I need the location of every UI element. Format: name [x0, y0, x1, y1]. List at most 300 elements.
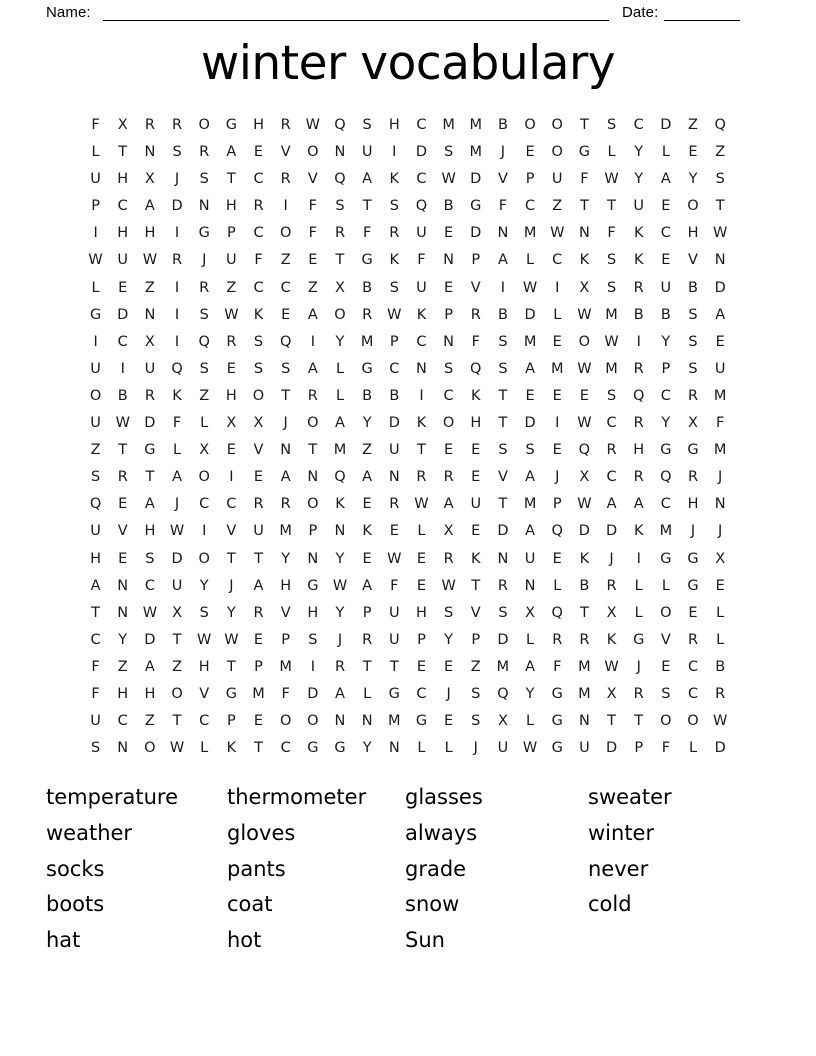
- grid-letter[interactable]: W: [88, 252, 103, 269]
- word-list-item[interactable]: winter: [588, 820, 655, 845]
- grid-letter[interactable]: A: [144, 496, 155, 513]
- grid-letter[interactable]: S: [281, 360, 291, 377]
- grid-letter[interactable]: B: [497, 117, 508, 133]
- grid-letter[interactable]: N: [307, 469, 319, 486]
- grid-letter[interactable]: S: [498, 333, 508, 350]
- grid-letter[interactable]: A: [335, 415, 345, 432]
- grid-letter[interactable]: Y: [362, 415, 372, 432]
- grid-letter[interactable]: K: [633, 252, 644, 269]
- word-list-item[interactable]: grade: [405, 856, 467, 881]
- grid-letter[interactable]: Y: [444, 631, 454, 648]
- grid-letter[interactable]: S: [606, 279, 617, 296]
- grid-letter[interactable]: Q: [660, 469, 672, 486]
- grid-letter[interactable]: E: [661, 658, 671, 675]
- grid-letter[interactable]: N: [443, 333, 455, 350]
- grid-letter[interactable]: C: [253, 171, 264, 188]
- grid-letter[interactable]: I: [174, 306, 180, 323]
- grid-letter[interactable]: A: [362, 171, 373, 188]
- grid-letter[interactable]: O: [334, 306, 346, 323]
- grid-letter[interactable]: C: [117, 713, 128, 730]
- grid-letter[interactable]: H: [117, 685, 129, 702]
- grid-letter[interactable]: X: [144, 333, 155, 350]
- grid-letter[interactable]: G: [198, 225, 210, 242]
- grid-letter[interactable]: J: [718, 523, 723, 540]
- grid-letter[interactable]: D: [714, 740, 726, 757]
- grid-letter[interactable]: I: [283, 198, 288, 215]
- grid-letter[interactable]: S: [498, 360, 508, 377]
- grid-letter[interactable]: J: [473, 740, 478, 757]
- grid-letter[interactable]: Z: [470, 658, 481, 675]
- grid-letter[interactable]: K: [579, 550, 590, 567]
- grid-letter[interactable]: R: [253, 496, 264, 513]
- grid-letter[interactable]: V: [660, 631, 671, 648]
- grid-letter[interactable]: F: [580, 171, 589, 188]
- grid-letter[interactable]: I: [310, 658, 315, 675]
- grid-letter[interactable]: O: [198, 117, 210, 133]
- grid-letter[interactable]: C: [117, 198, 128, 215]
- grid-letter[interactable]: K: [172, 387, 182, 404]
- grid-letter[interactable]: Q: [171, 360, 183, 377]
- grid-letter[interactable]: B: [688, 279, 698, 296]
- grid-letter[interactable]: A: [606, 496, 617, 513]
- grid-letter[interactable]: T: [634, 713, 644, 730]
- grid-letter[interactable]: U: [361, 144, 373, 161]
- grid-letter[interactable]: Y: [525, 685, 535, 702]
- word-list-item[interactable]: weather: [46, 820, 133, 845]
- grid-letter[interactable]: N: [144, 144, 156, 161]
- grid-letter[interactable]: K: [362, 523, 372, 540]
- grid-letter[interactable]: R: [633, 685, 644, 702]
- word-list-item[interactable]: pants: [227, 856, 286, 881]
- grid-letter[interactable]: S: [498, 604, 508, 621]
- grid-letter[interactable]: A: [715, 306, 726, 323]
- grid-letter[interactable]: A: [253, 577, 264, 594]
- grid-letter[interactable]: W: [577, 306, 592, 323]
- grid-letter[interactable]: R: [715, 685, 726, 702]
- grid-letter[interactable]: L: [526, 713, 535, 730]
- grid-letter[interactable]: G: [361, 252, 373, 269]
- grid-letter[interactable]: C: [552, 252, 563, 269]
- grid-letter[interactable]: K: [389, 252, 400, 269]
- word-list-item[interactable]: boots: [46, 892, 105, 917]
- grid-letter[interactable]: O: [307, 713, 319, 730]
- grid-letter[interactable]: N: [388, 740, 400, 757]
- grid-letter[interactable]: R: [334, 658, 346, 675]
- grid-letter[interactable]: R: [172, 252, 183, 269]
- grid-letter[interactable]: P: [444, 306, 453, 323]
- grid-letter[interactable]: W: [577, 415, 592, 432]
- grid-letter[interactable]: E: [471, 469, 481, 486]
- grid-letter[interactable]: E: [525, 144, 535, 161]
- grid-letter[interactable]: O: [89, 387, 102, 404]
- grid-letter[interactable]: I: [392, 144, 397, 161]
- grid-letter[interactable]: R: [117, 469, 128, 486]
- grid-letter[interactable]: L: [526, 631, 535, 648]
- grid-letter[interactable]: R: [144, 117, 155, 133]
- grid-letter[interactable]: N: [388, 469, 400, 486]
- grid-letter[interactable]: J: [337, 631, 343, 648]
- grid-letter[interactable]: H: [144, 225, 156, 242]
- grid-letter[interactable]: H: [253, 117, 264, 133]
- grid-letter[interactable]: H: [307, 604, 319, 621]
- grid-letter[interactable]: F: [254, 252, 263, 269]
- word-list-item[interactable]: sweater: [588, 785, 672, 809]
- grid-letter[interactable]: P: [308, 523, 318, 540]
- grid-letter[interactable]: A: [172, 469, 182, 486]
- grid-letter[interactable]: D: [524, 415, 536, 432]
- grid-letter[interactable]: D: [470, 171, 482, 188]
- grid-letter[interactable]: G: [334, 740, 346, 757]
- grid-letter[interactable]: O: [578, 333, 591, 350]
- grid-letter[interactable]: Y: [335, 333, 345, 350]
- grid-letter[interactable]: R: [579, 631, 590, 648]
- grid-letter[interactable]: V: [280, 144, 291, 161]
- grid-letter[interactable]: E: [552, 442, 562, 459]
- grid-letter[interactable]: R: [172, 117, 183, 133]
- grid-letter[interactable]: X: [443, 523, 454, 540]
- grid-letter[interactable]: K: [633, 523, 644, 540]
- grid-letter[interactable]: Y: [335, 550, 345, 567]
- grid-letter[interactable]: B: [389, 387, 400, 404]
- grid-letter[interactable]: B: [362, 279, 373, 296]
- grid-letter[interactable]: F: [607, 225, 616, 242]
- grid-letter[interactable]: D: [660, 117, 672, 133]
- grid-letter[interactable]: L: [716, 631, 725, 648]
- grid-letter[interactable]: N: [714, 252, 726, 269]
- grid-letter[interactable]: X: [497, 713, 508, 730]
- word-list-item[interactable]: glasses: [405, 785, 483, 809]
- grid-letter[interactable]: M: [659, 523, 673, 540]
- word-list-item[interactable]: snow: [405, 892, 460, 917]
- grid-letter[interactable]: S: [199, 306, 209, 323]
- grid-letter[interactable]: X: [579, 279, 590, 296]
- grid-letter[interactable]: U: [90, 171, 101, 188]
- date-fill-in-line[interactable]: [664, 20, 740, 21]
- grid-letter[interactable]: U: [714, 360, 726, 377]
- grid-letter[interactable]: H: [470, 415, 482, 432]
- grid-letter[interactable]: G: [660, 550, 672, 567]
- grid-letter[interactable]: Z: [117, 658, 128, 675]
- grid-letter[interactable]: U: [551, 171, 563, 188]
- grid-letter[interactable]: V: [280, 604, 291, 621]
- grid-letter[interactable]: U: [388, 442, 400, 459]
- grid-letter[interactable]: O: [198, 550, 210, 567]
- grid-letter[interactable]: L: [607, 144, 616, 161]
- grid-letter[interactable]: I: [229, 469, 234, 486]
- grid-letter[interactable]: Q: [334, 469, 346, 486]
- grid-letter[interactable]: Q: [551, 604, 563, 621]
- grid-letter[interactable]: G: [307, 577, 319, 594]
- grid-letter[interactable]: P: [471, 252, 481, 269]
- grid-letter[interactable]: Z: [144, 713, 155, 730]
- grid-letter[interactable]: E: [715, 333, 725, 350]
- grid-letter[interactable]: E: [308, 252, 318, 269]
- grid-letter[interactable]: H: [225, 198, 237, 215]
- grid-letter[interactable]: D: [578, 523, 590, 540]
- grid-letter[interactable]: L: [661, 144, 670, 161]
- grid-letter[interactable]: F: [716, 415, 725, 432]
- grid-letter[interactable]: W: [305, 117, 320, 133]
- grid-letter[interactable]: L: [417, 523, 426, 540]
- grid-letter[interactable]: S: [444, 604, 454, 621]
- name-fill-in-line[interactable]: [103, 20, 609, 21]
- grid-letter[interactable]: J: [500, 144, 506, 161]
- word-list-item[interactable]: never: [588, 856, 649, 881]
- grid-letter[interactable]: O: [279, 713, 292, 730]
- grid-letter[interactable]: C: [90, 631, 101, 648]
- grid-letter[interactable]: A: [525, 469, 536, 486]
- grid-letter[interactable]: D: [497, 631, 509, 648]
- grid-letter[interactable]: K: [579, 252, 590, 269]
- grid-letter[interactable]: O: [307, 415, 319, 432]
- grid-letter[interactable]: H: [225, 387, 237, 404]
- grid-letter[interactable]: A: [362, 577, 373, 594]
- grid-letter[interactable]: R: [362, 306, 373, 323]
- grid-letter[interactable]: P: [634, 740, 644, 757]
- grid-letter[interactable]: Z: [715, 144, 726, 161]
- grid-letter[interactable]: S: [90, 740, 101, 757]
- grid-letter[interactable]: S: [471, 685, 481, 702]
- grid-letter[interactable]: S: [199, 360, 209, 377]
- grid-letter[interactable]: L: [417, 740, 426, 757]
- grid-letter[interactable]: X: [226, 415, 237, 432]
- grid-letter[interactable]: B: [633, 306, 644, 323]
- grid-letter[interactable]: J: [555, 469, 560, 486]
- grid-letter[interactable]: T: [118, 442, 128, 459]
- grid-letter[interactable]: H: [198, 658, 210, 675]
- grid-letter[interactable]: D: [117, 306, 129, 323]
- grid-letter[interactable]: R: [226, 333, 237, 350]
- grid-letter[interactable]: T: [389, 658, 399, 675]
- grid-letter[interactable]: Q: [279, 333, 292, 350]
- grid-letter[interactable]: J: [229, 577, 234, 594]
- grid-letter[interactable]: V: [470, 604, 481, 621]
- grid-letter[interactable]: S: [253, 333, 264, 350]
- grid-letter[interactable]: E: [416, 550, 427, 567]
- grid-letter[interactable]: Y: [634, 171, 644, 188]
- grid-letter[interactable]: W: [197, 631, 212, 648]
- grid-letter[interactable]: H: [144, 685, 156, 702]
- grid-letter[interactable]: E: [253, 631, 264, 648]
- grid-letter[interactable]: R: [334, 225, 346, 242]
- grid-letter[interactable]: N: [144, 306, 156, 323]
- grid-letter[interactable]: X: [199, 442, 210, 459]
- grid-letter[interactable]: R: [633, 360, 644, 377]
- grid-letter[interactable]: T: [226, 658, 236, 675]
- grid-letter[interactable]: V: [688, 252, 698, 269]
- grid-letter[interactable]: M: [333, 442, 347, 459]
- grid-letter[interactable]: F: [172, 415, 182, 432]
- grid-letter[interactable]: S: [389, 198, 399, 215]
- grid-letter[interactable]: T: [172, 631, 182, 648]
- grid-letter[interactable]: V: [497, 171, 508, 188]
- grid-letter[interactable]: G: [578, 144, 591, 161]
- grid-letter[interactable]: M: [469, 117, 483, 133]
- grid-letter[interactable]: F: [498, 198, 508, 215]
- grid-letter[interactable]: E: [281, 306, 291, 323]
- grid-letter[interactable]: U: [171, 577, 183, 594]
- word-list-item[interactable]: hat: [46, 928, 81, 953]
- grid-letter[interactable]: E: [226, 442, 236, 459]
- grid-letter[interactable]: C: [416, 333, 427, 350]
- grid-letter[interactable]: R: [633, 415, 644, 432]
- word-list-item[interactable]: gloves: [227, 820, 296, 845]
- grid-letter[interactable]: C: [253, 225, 264, 242]
- grid-letter[interactable]: I: [555, 415, 560, 432]
- grid-letter[interactable]: Y: [226, 604, 236, 621]
- grid-letter[interactable]: I: [310, 333, 315, 350]
- grid-letter[interactable]: M: [523, 496, 537, 513]
- grid-letter[interactable]: B: [443, 198, 454, 215]
- grid-letter[interactable]: E: [688, 144, 698, 161]
- grid-letter[interactable]: O: [307, 144, 319, 161]
- grid-letter[interactable]: H: [687, 225, 699, 242]
- grid-letter[interactable]: Y: [199, 577, 209, 594]
- grid-letter[interactable]: Q: [578, 442, 591, 459]
- grid-letter[interactable]: W: [713, 225, 728, 242]
- grid-letter[interactable]: T: [254, 740, 263, 757]
- grid-letter[interactable]: T: [145, 469, 155, 486]
- grid-letter[interactable]: J: [446, 685, 451, 702]
- grid-letter[interactable]: K: [253, 306, 264, 323]
- grid-letter[interactable]: W: [522, 279, 538, 296]
- grid-letter[interactable]: C: [660, 225, 671, 242]
- grid-letter[interactable]: C: [280, 740, 291, 757]
- grid-letter[interactable]: S: [715, 171, 725, 188]
- grid-letter[interactable]: H: [388, 117, 400, 133]
- grid-letter[interactable]: W: [604, 171, 619, 188]
- grid-letter[interactable]: S: [688, 333, 698, 350]
- grid-letter[interactable]: I: [93, 225, 98, 242]
- grid-letter[interactable]: R: [443, 550, 454, 567]
- grid-letter[interactable]: L: [91, 144, 100, 161]
- grid-letter[interactable]: S: [525, 442, 535, 459]
- grid-letter[interactable]: L: [716, 604, 725, 621]
- grid-letter[interactable]: R: [443, 469, 454, 486]
- grid-letter[interactable]: Z: [144, 279, 155, 296]
- grid-letter[interactable]: H: [280, 577, 292, 594]
- grid-letter[interactable]: R: [199, 144, 210, 161]
- grid-letter[interactable]: P: [91, 198, 100, 215]
- grid-letter[interactable]: R: [687, 631, 699, 648]
- grid-letter[interactable]: Q: [497, 685, 509, 702]
- grid-letter[interactable]: U: [117, 252, 129, 269]
- grid-letter[interactable]: G: [470, 198, 482, 215]
- grid-letter[interactable]: X: [525, 604, 536, 621]
- grid-letter[interactable]: U: [90, 415, 101, 432]
- grid-letter[interactable]: L: [173, 442, 182, 459]
- grid-letter[interactable]: K: [633, 225, 644, 242]
- grid-letter[interactable]: C: [687, 658, 699, 675]
- grid-letter[interactable]: F: [553, 658, 562, 675]
- grid-letter[interactable]: R: [280, 171, 291, 188]
- grid-letter[interactable]: S: [471, 713, 481, 730]
- grid-letter[interactable]: O: [252, 387, 265, 404]
- grid-letter[interactable]: Y: [118, 631, 128, 648]
- grid-letter[interactable]: C: [280, 279, 291, 296]
- grid-letter[interactable]: I: [202, 523, 207, 540]
- grid-letter[interactable]: N: [334, 523, 346, 540]
- grid-letter[interactable]: O: [551, 144, 563, 161]
- grid-letter[interactable]: F: [91, 658, 100, 675]
- grid-letter[interactable]: E: [444, 713, 454, 730]
- grid-letter[interactable]: H: [144, 523, 156, 540]
- grid-letter[interactable]: U: [660, 279, 672, 296]
- grid-letter[interactable]: M: [578, 658, 591, 675]
- grid-letter[interactable]: C: [144, 577, 155, 594]
- grid-letter[interactable]: Z: [688, 117, 698, 133]
- grid-letter[interactable]: E: [552, 333, 562, 350]
- grid-letter[interactable]: U: [388, 631, 400, 648]
- grid-letter[interactable]: X: [335, 279, 345, 296]
- grid-letter[interactable]: X: [117, 117, 128, 133]
- grid-letter[interactable]: M: [713, 442, 727, 459]
- grid-letter[interactable]: S: [253, 360, 264, 377]
- grid-letter[interactable]: U: [253, 523, 264, 540]
- grid-letter[interactable]: B: [362, 387, 373, 404]
- grid-letter[interactable]: N: [497, 225, 509, 242]
- grid-letter[interactable]: W: [169, 740, 185, 757]
- grid-letter[interactable]: Z: [199, 387, 210, 404]
- grid-letter[interactable]: Y: [634, 144, 644, 161]
- grid-letter[interactable]: Y: [661, 415, 671, 432]
- grid-letter[interactable]: I: [419, 387, 424, 404]
- grid-letter[interactable]: H: [633, 442, 645, 459]
- grid-letter[interactable]: X: [688, 415, 698, 432]
- grid-letter[interactable]: R: [307, 387, 318, 404]
- grid-letter[interactable]: A: [362, 469, 373, 486]
- grid-letter[interactable]: I: [120, 360, 125, 377]
- grid-letter[interactable]: U: [416, 279, 427, 296]
- grid-letter[interactable]: B: [660, 306, 671, 323]
- grid-letter[interactable]: E: [118, 550, 128, 567]
- grid-letter[interactable]: C: [199, 496, 210, 513]
- grid-letter[interactable]: O: [660, 604, 672, 621]
- grid-letter[interactable]: Q: [632, 387, 645, 404]
- grid-letter[interactable]: W: [577, 496, 592, 513]
- grid-letter[interactable]: Q: [714, 117, 726, 133]
- grid-letter[interactable]: U: [90, 523, 101, 540]
- grid-letter[interactable]: O: [144, 740, 156, 757]
- grid-letter[interactable]: P: [661, 360, 671, 377]
- grid-letter[interactable]: R: [416, 469, 427, 486]
- grid-letter[interactable]: M: [713, 387, 727, 404]
- grid-letter[interactable]: X: [715, 550, 726, 567]
- grid-letter[interactable]: S: [145, 550, 155, 567]
- grid-letter[interactable]: O: [442, 415, 455, 432]
- grid-letter[interactable]: T: [226, 550, 236, 567]
- grid-letter[interactable]: T: [579, 198, 589, 215]
- grid-letter[interactable]: A: [90, 577, 101, 594]
- grid-letter[interactable]: E: [688, 604, 698, 621]
- grid-letter[interactable]: E: [661, 198, 671, 215]
- grid-letter[interactable]: W: [224, 631, 239, 648]
- grid-letter[interactable]: P: [471, 631, 481, 648]
- grid-letter[interactable]: V: [470, 279, 481, 296]
- grid-letter[interactable]: N: [117, 577, 129, 594]
- grid-letter[interactable]: X: [579, 469, 590, 486]
- grid-letter[interactable]: X: [606, 685, 617, 702]
- grid-letter[interactable]: L: [688, 740, 698, 757]
- grid-letter[interactable]: E: [661, 252, 671, 269]
- grid-letter[interactable]: A: [525, 360, 536, 377]
- grid-letter[interactable]: Y: [362, 740, 372, 757]
- grid-letter[interactable]: V: [253, 442, 264, 459]
- grid-letter[interactable]: Q: [89, 496, 102, 513]
- grid-letter[interactable]: T: [335, 252, 345, 269]
- grid-letter[interactable]: R: [470, 306, 481, 323]
- grid-letter[interactable]: U: [90, 713, 101, 730]
